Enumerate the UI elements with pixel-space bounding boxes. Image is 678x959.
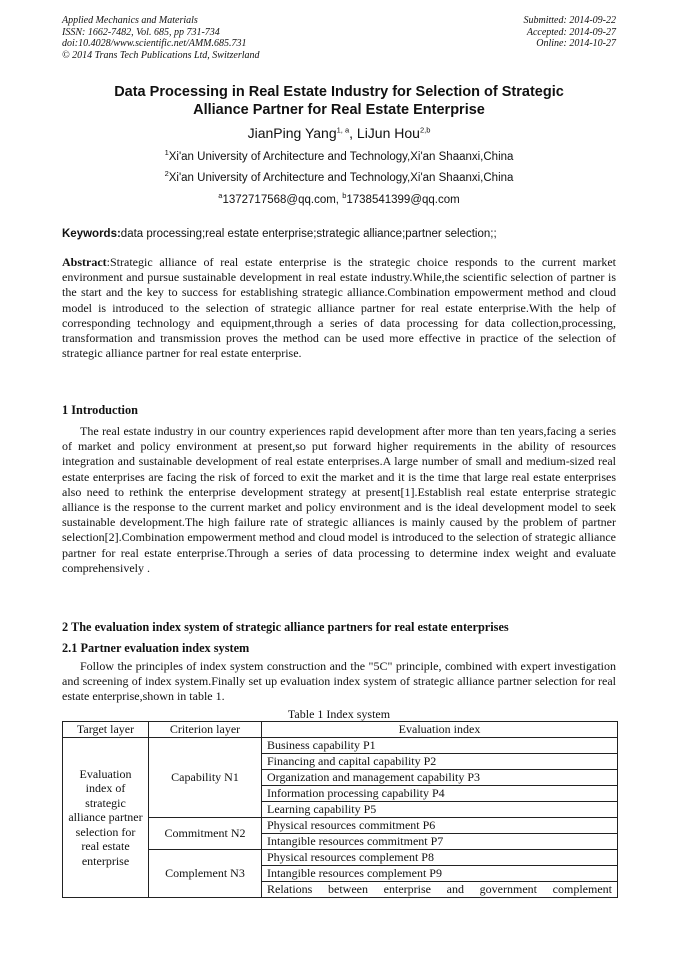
section-2-1-heading: 2.1 Partner evaluation index system <box>62 641 250 655</box>
author-1-sup: 1, a <box>336 125 350 135</box>
index-p4: Information processing capability P4 <box>262 786 618 802</box>
email-a: 1372717568@qq.com, <box>222 194 343 206</box>
affiliation-1-sup: 1 <box>164 148 169 158</box>
abstract-label: Abstract <box>62 255 107 269</box>
target-layer-cell: Evaluation index of strategic alliance partner selection for real estate enterprise <box>63 738 149 898</box>
index-p9: Intangible resources complement P9 <box>262 866 618 882</box>
issn-line: ISSN: 1662-7482, Vol. 685, pp 731-734 <box>62 26 220 38</box>
abstract-text: :Strategic alliance of real estate enterprise is the strategic choice responds to the current market environment and pursue sustainable development in real estate industry.While,the scientific selection of partner is the start and the key to success for establishing strategic alliance.Combination empowerment method and cloud model is introduced to the selection of strategic alliance partner for real estate enterprise.With the help of corresponding technology and equipment,through a series of data processing for data collection,processing, transformation and transmission proves the method can be used more effective in practice of the selection of strategic alliance partner for real estate enterprise. <box>62 255 616 361</box>
affiliation-1-text: Xi'an University of Architecture and Technology,Xi'an Shaanxi,China <box>168 151 514 163</box>
title-line-1: Data Processing in Real Estate Industry for Selection of Strategic <box>114 84 564 100</box>
index-p3: Organization and management capability P3 <box>262 770 618 786</box>
email-line <box>62 193 616 207</box>
author-1: JianPing Yang <box>247 125 337 141</box>
table-row <box>63 738 618 754</box>
index-p6: Physical resources commitment P6 <box>262 818 618 834</box>
index-system-table <box>62 721 618 898</box>
author-2: LiJun Hou <box>356 125 420 141</box>
section-2-heading: 2 The evaluation index system of strategic alliance partners for real estate enterprises <box>62 620 509 634</box>
journal-header <box>62 15 260 61</box>
criterion-commitment: Commitment N2 <box>149 818 262 850</box>
index-p1: Business capability P1 <box>262 738 618 754</box>
author-line <box>62 124 616 142</box>
doi-line: doi:10.4028/www.scientific.net/AMM.685.731 <box>62 38 247 49</box>
dates-header <box>524 15 617 50</box>
author-separator: , <box>349 125 357 141</box>
journal-name: Applied Mechanics and Materials <box>62 15 198 26</box>
keywords <box>62 227 616 241</box>
header-target-layer: Target layer <box>63 722 149 738</box>
section-2-1-text: Follow the principles of index system construction and the "5C" principle, combined with expert investigation and screening of index system.Finally set up evaluation index system of strategic alliance partner selection for real estate enterprise,shown in table 1. <box>62 659 616 704</box>
header-evaluation-index: Evaluation index <box>262 722 618 738</box>
index-p8: Physical resources complement P8 <box>262 850 618 866</box>
criterion-capability: Capability N1 <box>149 738 262 818</box>
affiliation-2-text: Xi'an University of Architecture and Technology,Xi'an Shaanxi,China <box>168 172 514 184</box>
online-date: Online: 2014-10-27 <box>536 38 616 49</box>
affiliation-2 <box>62 171 616 185</box>
email-b-sup: b <box>342 191 347 201</box>
criterion-complement: Complement N3 <box>149 850 262 898</box>
email-a-sup: a <box>218 191 223 201</box>
affiliation-1 <box>62 150 616 164</box>
table-header-row <box>63 722 618 738</box>
affiliation-2-sup: 2 <box>164 169 169 179</box>
section-1-heading: 1 Introduction <box>62 403 138 417</box>
index-p7: Intangible resources commitment P7 <box>262 834 618 850</box>
keywords-label: Keywords: <box>62 228 121 240</box>
index-p10: Relations between enterprise and government complement <box>262 882 618 898</box>
index-p2: Financing and capital capability P2 <box>262 754 618 770</box>
keywords-text: data processing;real estate enterprise;strategic alliance;partner selection;; <box>120 228 497 240</box>
abstract <box>62 255 616 361</box>
accepted-date: Accepted: 2014-09-27 <box>526 26 616 38</box>
header-criterion-layer: Criterion layer <box>149 722 262 738</box>
copyright-line: © 2014 Trans Tech Publications Ltd, Switzerland <box>62 49 260 61</box>
paper-title <box>62 83 616 119</box>
author-2-sup: 2,b <box>419 125 431 135</box>
email-b: 1738541399@qq.com <box>346 194 460 206</box>
index-p5: Learning capability P5 <box>262 802 618 818</box>
section-1-text: The real estate industry in our country experiences rapid development after more than ten years,facing a series of market and policy environment at present,so put forward higher requirements in the ability of resources integration and sustainable development of real estate enterprises.A large number of small and medium-sized real estate enterprises are facing the risk of forced to exit the market and it is the time that large real estate enterprises also need to rethink the enterprise development strategy at present[1].Establish real estate enterprise strategic alliance is the response to the current market and policy environment and is the ideal development model to seek sustainable development.The high failure rate of strategic alliances is mainly caused by the problem of partner selection[2].Combination empowerment method and cloud model is introduced to the selection of strategic alliance partner for real estate enterprise.Through a series of data processing to determine index weight and evaluate comprehensively . <box>62 424 616 575</box>
table-caption: Table 1 Index system <box>287 707 391 721</box>
submitted-date: Submitted: 2014-09-22 <box>523 15 616 26</box>
title-line-2: Alliance Partner for Real Estate Enterprise <box>193 102 485 118</box>
